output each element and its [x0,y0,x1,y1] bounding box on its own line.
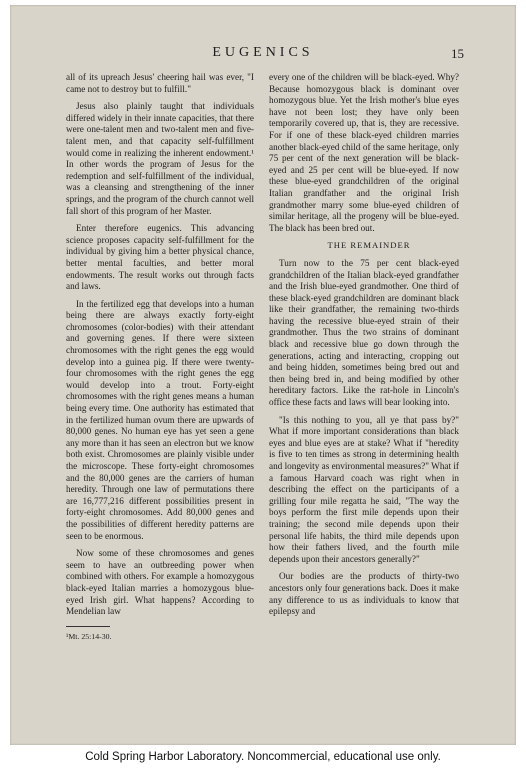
paragraph: Now some of these chromosomes and genes seem to have an outbreeding power when combined with others. For example a homozygous black-eyed Italian marries a homozygous blue-eyed Irish girl. What happens? According to Mendelian law [66,548,254,617]
paragraph: Enter therefore eugenics. This advancing science proposes capacity self-fulfillment for the individual by giving him a better physical chance, better mental faculties, and better moral endowments. The result works out through facts and laws. [66,223,254,292]
footnote: ¹Mt. 25:14-30. [66,631,112,641]
paragraph: Our bodies are the products of thirty-two ancestors only four generations back. Does it make any difference to us as individuals to know that epilepsy and [269,571,459,617]
paragraph: every one of the children will be black-eyed. Why? Because homozygous black is dominant over homozygous blue. Yet the Irish mother's blue eyes have not been lost; they have only been temporarily covered up, that is, they are recessive. For if one of these black-eyed children marries another black-eyed child of the same heritage, only 75 per cent of the next generation will be black-eyed and 25 per cent will be blue-eyed. If now these blue-eyed grandchildren of the original Italian grandfather and the original Irish grandmother marry some blue-eyed children of similar heritage, all the progeny will be blue-eyed. The black has been bred out. [269,72,459,233]
scanned-page [10,5,516,745]
paragraph: "Is this nothing to you, all ye that pass by?" What if more important considerations than black eyes and blue eyes are at stake? What if "heredity is five to ten times as strong in determining health and longevity as environmental measures?" What if a famous Harvard coach was right when in describing the effect on the participants of a grilling four mile regatta he said, "The way the boys perform the first mile depends upon their training; the second mile depends upon their personal life habits, the third mile depends upon how their fathers lived, and the fourth mile depends upon their ancestors generally?" [269,414,459,564]
footnote-divider [66,626,110,627]
paragraph: In the fertilized egg that develops into a human being there are always exactly forty-eight chromosomes (color-bodies) with their attendant and governing genes. If there were sixteen chromosomes with the right genes the egg would develop into a guinea pig. If there were twenty-four chromosomes with the right genes the egg would develop into a trout. Forty-eight chromosomes with the right genes means a human being every time. One authority has estimated that in the fertilized human ovum there are upwards of 80,000 genes. No human eye has yet seen a gene any more than it has seen an electron but we know both exist. Chromosomes are plainly visible under the microscope. These forty-eight chromosomes and the 80,000 genes are the carriers of human heredity. Through one law of permutations there are 16,777,216 different possibilities present in forty-eight chromosomes. Add 80,000 genes and the possibilities of different heredity patterns are seen to be enormous. [66,298,254,541]
running-header: EUGENICS [212,45,314,60]
archive-credit: Cold Spring Harbor Laboratory. Noncommercial, educational use only. [85,751,441,763]
page-number: 15 [451,46,464,61]
paragraph: all of its upreach Jesus' cheering hail was ever, "I came not to destroy but to fulfill." [66,72,254,94]
section-heading: THE REMAINDER [327,240,411,251]
left-column [66,72,254,648]
right-column [269,72,459,624]
paragraph: Jesus also plainly taught that individuals differed widely in their innate capacities, that there were one-talent men and two-talent men and five-talent men, and that capacity self-fulfillment would come in realizing the inherent endowment.¹ In other words the program of Jesus for the redemption and self-fulfillment of the individual, was a cleansing and strengthening of the inner springs, and the program of the church cannot well fall short of this program of her Master. [66,101,254,216]
paragraph: Turn now to the 75 per cent black-eyed grandchildren of the Italian black-eyed grandfather and the Irish blue-eyed grandmother. One third of these black-eyed grandchildren are dominant black like their grandfather, the remaining two-thirds having the recessive blue-eyed strain of their grandmother. Thus the two strains of dominant black and recessive blue go down through the generations, acting and interacting, cropping out and being hidden, sometimes being bred out and then being bred in, and being modified by other hereditary factors. Like the rat-hole in Lincoln's office these facts and laws will bear looking into. [269,257,459,408]
